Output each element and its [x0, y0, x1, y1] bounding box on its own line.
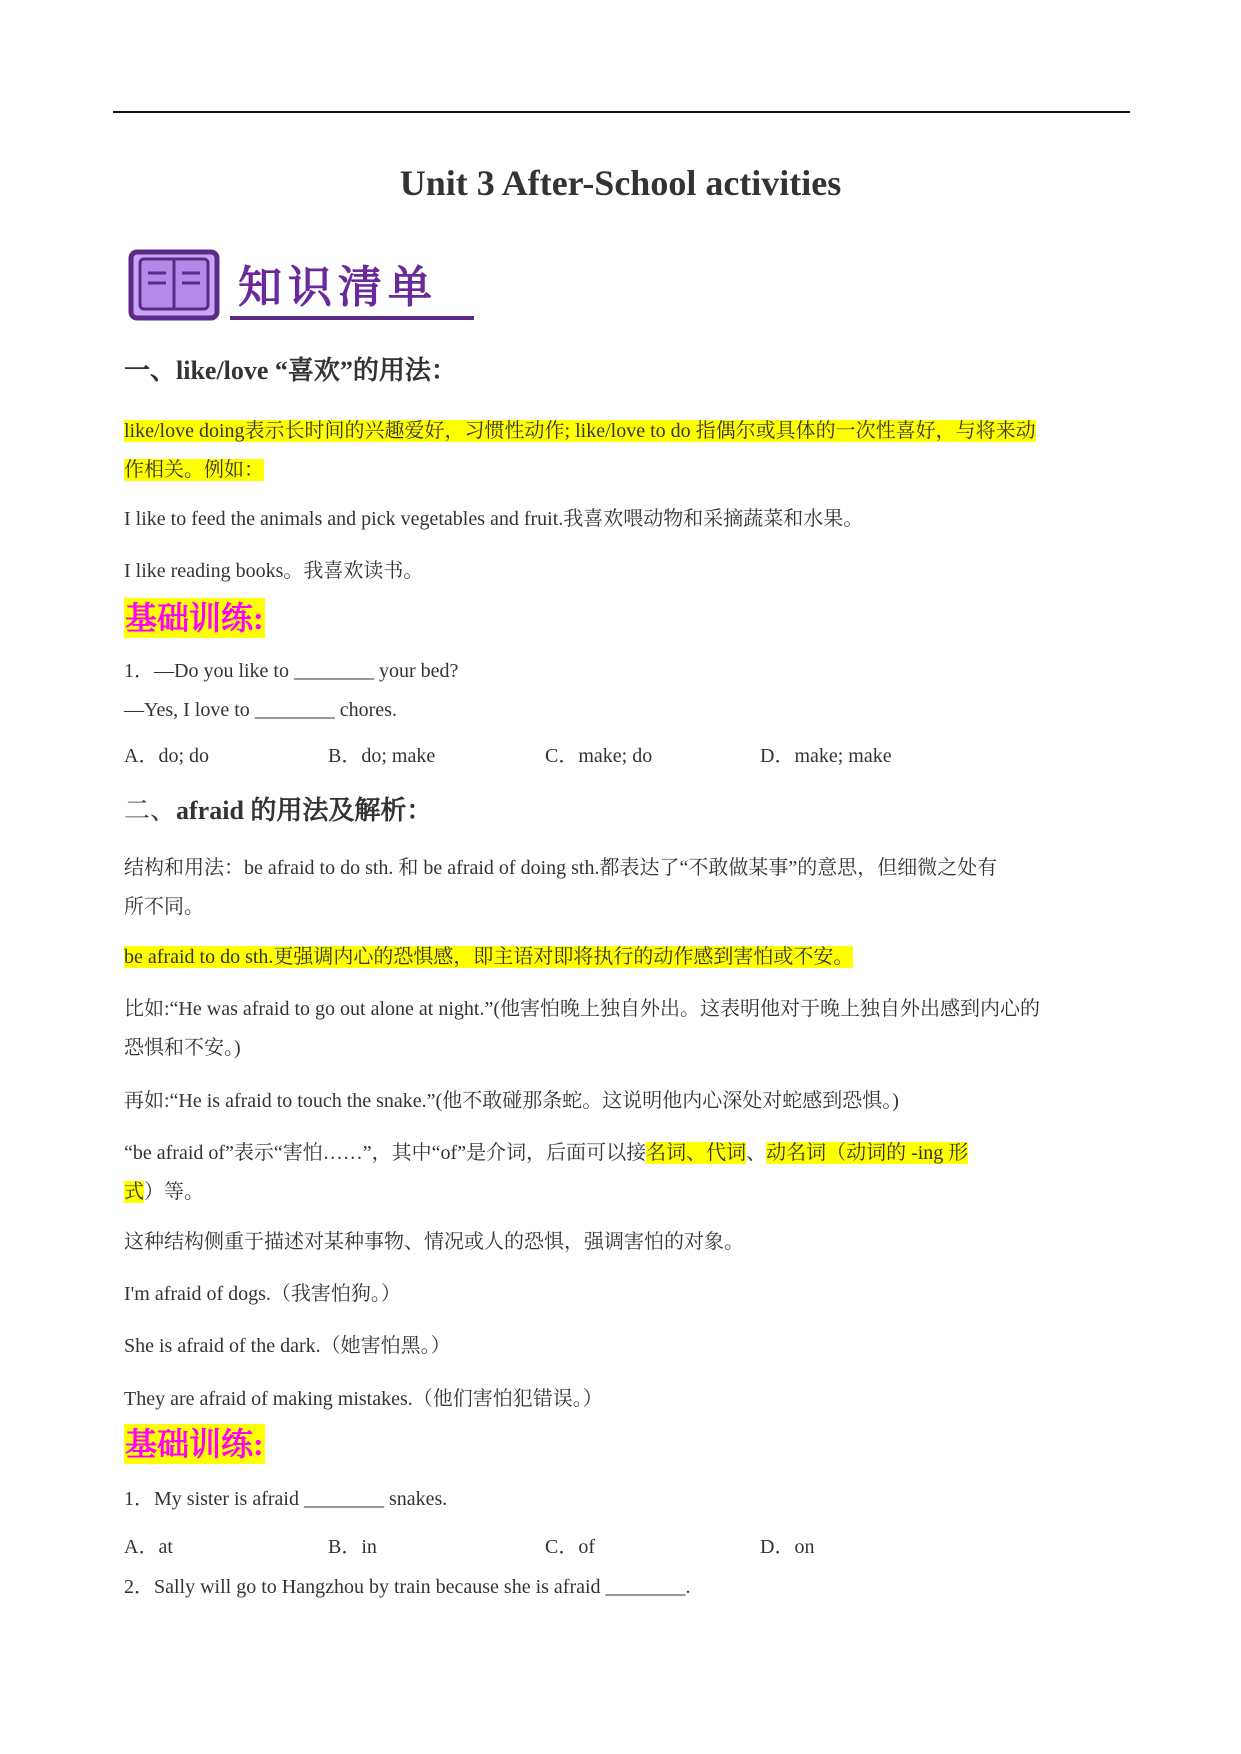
s2-para-1-line2: 所不同。 [124, 896, 204, 918]
s2-example-3: They are afraid of making mistakes.（他们害怕犯错误。） [124, 1388, 603, 1410]
section1-example-2: I like reading books。我喜欢读书。 [124, 560, 424, 582]
badge-label: 知识清单 [238, 262, 438, 313]
q1-option-a: A．do; do [124, 745, 209, 767]
q1-option-b: B．do; make [328, 745, 436, 767]
q1-option-c: C．make; do [545, 745, 653, 767]
section1-rule [124, 412, 1130, 490]
s2-para-1-line1: 结构和用法：be afraid to do sth. 和 be afraid of doing sth.都表达了“不敢做某事”的意思，但细微之处有 [124, 857, 998, 879]
section-badge [126, 247, 476, 327]
rule-a: like/love doing [124, 420, 245, 442]
s2-q2: 2．Sally will go to Hangzhou by train because she is afraid ________. [124, 1576, 691, 1598]
drill-heading-2: 基础训练: [125, 1426, 264, 1462]
s2-para-5-c: 、 [746, 1142, 767, 1164]
s2-para-4: 再如:“He is afraid to touch the snake.”(他不敢碰那条蛇。这说明他内心深处对蛇感到恐惧。) [124, 1090, 899, 1112]
q1-line2: —Yes, I love to ________ chores. [124, 699, 397, 721]
s2-para-2 [124, 938, 1130, 977]
section1-example-1: I like to feed the animals and pick vegetables and fruit.我喜欢喂动物和采摘蔬菜和水果。 [124, 508, 864, 530]
s2-para-5-a: “be afraid of”表示“害怕……”，其中“of”是介词，后面可以接 [124, 1142, 647, 1164]
s2-q1-option-a: A．at [124, 1536, 173, 1558]
s2-para-6: 这种结构侧重于描述对某种事物、情况或人的恐惧，强调害怕的对象。 [124, 1231, 744, 1253]
s2-para-5-b: 名词、代词 [646, 1142, 747, 1164]
section2-heading-num: 二、 [124, 796, 177, 825]
rule-b: 表示长时间的兴趣爱好，习惯性动作; like/love to do 指偶尔或具体的一次性喜好，与将来动 [244, 420, 1036, 442]
s2-example-2: She is afraid of the dark.（她害怕黑。） [124, 1335, 451, 1357]
q1-option-d: D．make; make [760, 745, 892, 767]
section1-heading: 一、like/love “喜欢”的用法： [124, 356, 457, 385]
s2-para-5-e: 式 [124, 1181, 144, 1203]
top-rule [113, 111, 1130, 113]
section2-heading [124, 790, 432, 827]
s2-para-2-text: be afraid to do sth.更强调内心的恐惧感，即主语对即将执行的动作感到害怕或不安。 [124, 946, 854, 968]
s2-q1-option-d: D．on [760, 1536, 815, 1558]
s2-para-5-f: ）等。 [144, 1181, 204, 1203]
s2-para-3-line2: 恐惧和不安。) [124, 1037, 241, 1059]
s2-para-3 [124, 990, 1130, 1068]
s2-para-5 [124, 1134, 1130, 1212]
s2-q1: 1．My sister is afraid ________ snakes. [124, 1488, 448, 1510]
rule-c: 作相关。例如： [124, 459, 264, 481]
q1-line1: 1．—Do you like to ________ your bed? [124, 660, 459, 682]
page-title: Unit 3 After-School activities [399, 163, 842, 203]
drill-heading: 基础训练: [125, 600, 264, 636]
s2-q1-option-c: C．of [545, 1536, 595, 1558]
s2-para-5-d: 动名词（动词的 -ing 形 [766, 1142, 969, 1164]
s2-example-1: I'm afraid of dogs.（我害怕狗。） [124, 1283, 401, 1305]
s2-para-3-line1: 比如:“He was afraid to go out alone at night.”(他害怕晚上独自外出。这表明他对于晚上独自外出感到内心的 [124, 998, 1040, 1020]
s2-q1-option-b: B．in [328, 1536, 377, 1558]
section2-heading-text: afraid 的用法及解析： [176, 796, 433, 825]
s2-para-1 [124, 849, 1130, 927]
